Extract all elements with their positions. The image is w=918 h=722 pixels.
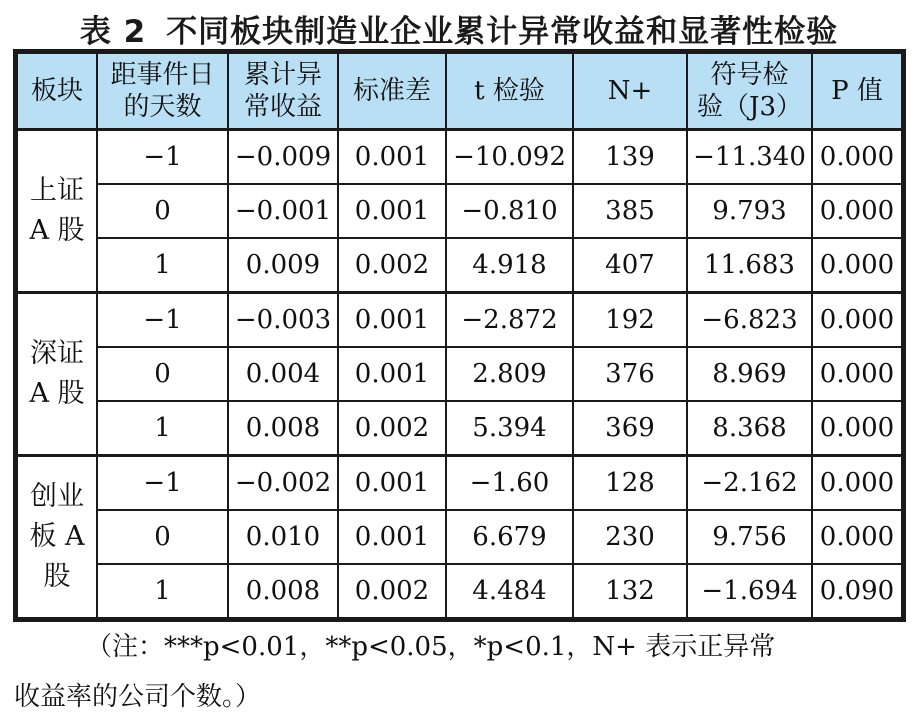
- table-cell: −0.009: [228, 130, 338, 185]
- table-cell: −6.823: [687, 293, 812, 348]
- table-cell: 0.001: [338, 184, 446, 238]
- table-number: 表 2: [79, 14, 147, 50]
- table-cell: 9.756: [687, 510, 812, 564]
- header-nplus: N+: [573, 53, 687, 130]
- table-row: [17, 401, 902, 456]
- table-cell: 128: [573, 456, 687, 511]
- table-cell: −2.162: [687, 456, 812, 511]
- table-footnote: [0, 622, 905, 722]
- table-cell: 11.683: [687, 238, 812, 293]
- header-days: 距事件日 的天数: [97, 53, 228, 130]
- table-row: [17, 293, 902, 348]
- header-row: [17, 53, 902, 130]
- table-cell: 4.918: [446, 238, 573, 293]
- table-cell: 0.002: [338, 564, 446, 618]
- table-row: [17, 130, 902, 185]
- table-cell: 1: [97, 564, 228, 618]
- table-cell: 0: [97, 347, 228, 401]
- table-cell: 0.000: [812, 130, 902, 185]
- board-cell-chinext: 创业 板 A 股: [17, 456, 97, 619]
- header-sign-test: 符号检 验（J3）: [687, 53, 812, 130]
- table-cell: −0.003: [228, 293, 338, 348]
- table-cell: 1: [97, 401, 228, 456]
- table-cell: 0.000: [812, 184, 902, 238]
- header-car: 累计异 常收益: [228, 53, 338, 130]
- table-cell: 0.001: [338, 456, 446, 511]
- table-cell: 132: [573, 564, 687, 618]
- table-cell: 407: [573, 238, 687, 293]
- footnote-line-2: 收益率的公司个数。）: [14, 682, 262, 712]
- board-cell-shanghai: 上证 A 股: [17, 130, 97, 293]
- header-board: 板块: [17, 53, 97, 130]
- footnote-line-1: （注：***p<0.01，**p<0.05，*p<0.1，N+ 表示正异常: [86, 632, 776, 662]
- table-cell: −0.810: [446, 184, 573, 238]
- table-row: [17, 238, 902, 293]
- table-cell: 0.000: [812, 510, 902, 564]
- header-std: 标准差: [338, 53, 446, 130]
- table-cell: −11.340: [687, 130, 812, 185]
- table-cell: 0.008: [228, 564, 338, 618]
- table-cell: −0.001: [228, 184, 338, 238]
- header-pvalue: P 值: [812, 53, 902, 130]
- table-cell: 139: [573, 130, 687, 185]
- table-cell: 0: [97, 184, 228, 238]
- table-row: [17, 456, 902, 511]
- table-cell: 0.008: [228, 401, 338, 456]
- table-cell: 1: [97, 238, 228, 293]
- table-cell: 6.679: [446, 510, 573, 564]
- table-row: [17, 347, 902, 401]
- table-cell: 376: [573, 347, 687, 401]
- table-cell: −0.002: [228, 456, 338, 511]
- table-cell: 0.010: [228, 510, 338, 564]
- table-cell: 0.001: [338, 130, 446, 185]
- table-cell: 369: [573, 401, 687, 456]
- table-cell: 0.001: [338, 510, 446, 564]
- table-cell: −2.872: [446, 293, 573, 348]
- table-cell: −1: [97, 293, 228, 348]
- table-cell: 0.000: [812, 293, 902, 348]
- table-cell: 0.002: [338, 238, 446, 293]
- table-cell: −1: [97, 456, 228, 511]
- table-cell: −1.60: [446, 456, 573, 511]
- table-row: [17, 184, 902, 238]
- table-cell: 0.004: [228, 347, 338, 401]
- table-cell: 192: [573, 293, 687, 348]
- table-cell: 0.000: [812, 456, 902, 511]
- table-cell: 8.368: [687, 401, 812, 456]
- table-cell: 0.009: [228, 238, 338, 293]
- table-cell: 8.969: [687, 347, 812, 401]
- table-cell: 0.000: [812, 238, 902, 293]
- table-title: 不同板块制造业企业累计异常收益和显著性检验: [166, 14, 839, 50]
- table-cell: 385: [573, 184, 687, 238]
- table-cell: −1.694: [687, 564, 812, 618]
- table-row: [17, 510, 902, 564]
- table-cell: −1: [97, 130, 228, 185]
- table-cell: 5.394: [446, 401, 573, 456]
- header-ttest: t 检验: [446, 53, 573, 130]
- table-cell: 2.809: [446, 347, 573, 401]
- table-cell: 0.002: [338, 401, 446, 456]
- table-cell: 0.090: [812, 564, 902, 618]
- table-cell: 4.484: [446, 564, 573, 618]
- table-cell: 0.000: [812, 347, 902, 401]
- table-cell: 230: [573, 510, 687, 564]
- table-cell: −10.092: [446, 130, 573, 185]
- table-cell: 0.000: [812, 401, 902, 456]
- table-caption: [0, 6, 918, 51]
- board-cell-shenzhen: 深证 A 股: [17, 293, 97, 456]
- table-cell: 0.001: [338, 347, 446, 401]
- table-row: [17, 564, 902, 618]
- table-cell: 0.001: [338, 293, 446, 348]
- table-cell: 0: [97, 510, 228, 564]
- results-table: [16, 52, 903, 619]
- table-cell: 9.793: [687, 184, 812, 238]
